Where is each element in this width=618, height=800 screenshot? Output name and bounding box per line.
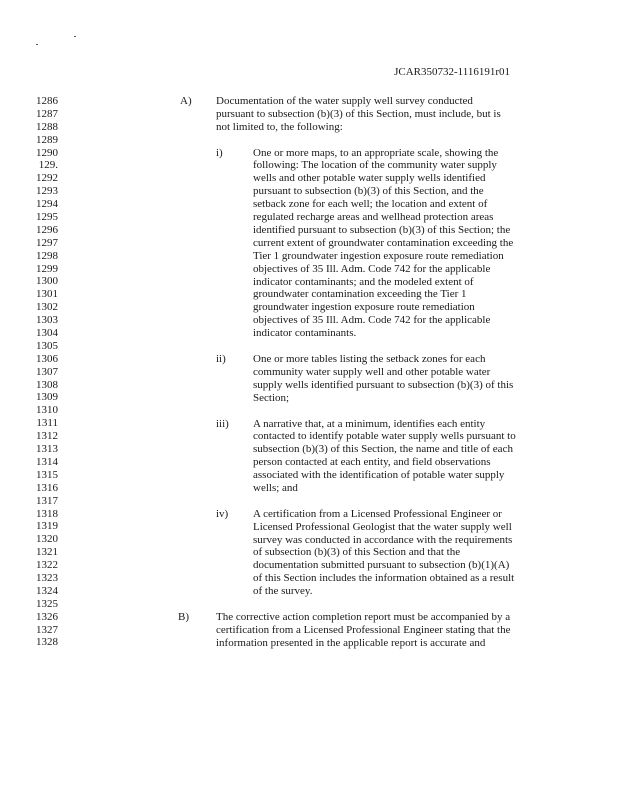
line-number: 1324: [36, 584, 58, 597]
item-iv-text: [253, 508, 514, 598]
line-number: 1310: [36, 404, 58, 417]
section-b-label: B): [178, 611, 189, 623]
text-line: person contacted at each entity, and field observations: [253, 456, 491, 469]
line-number: 1318: [36, 507, 58, 520]
text-line: wells and other potable water supply wells identified: [253, 172, 486, 185]
text-line: pursuant to subsection (b)(3) of this Section, and the: [253, 185, 484, 198]
text-line: Licensed Professional Geologist that the water supply well: [253, 520, 512, 533]
text-line: of this Section includes the information obtained as a result: [253, 572, 515, 585]
text-line: not limited to, the following:: [216, 120, 343, 133]
section-a-label: A): [180, 95, 192, 107]
line-number: 1322: [36, 559, 58, 572]
line-number-column: [22, 95, 58, 649]
text-line: information presented in the applicable report is accurate and: [216, 636, 486, 649]
line-number: 1313: [36, 443, 58, 456]
text-line: contacted to identify potable water supply wells pursuant to: [253, 430, 516, 443]
line-number: 1314: [36, 455, 58, 468]
line-number: 1309: [36, 391, 58, 404]
text-line: associated with the identification of potable water supply: [253, 469, 505, 482]
text-line: pursuant to subsection (b)(3) of this Section, must include, but is: [216, 107, 501, 120]
text-line: certification from a Licensed Professional Engineer stating that the: [216, 623, 511, 636]
item-ii-label: ii): [216, 353, 226, 365]
text-line: setback zone for each well; the location and extent of: [253, 198, 488, 211]
line-number: 1299: [36, 262, 58, 275]
scan-speck: [36, 44, 38, 45]
text-line: of subsection (b)(3) of this Section and that the: [253, 546, 461, 559]
text-line: One or more maps, to an appropriate scale, showing the: [253, 146, 499, 159]
text-line: groundwater contamination exceeding the Tier 1: [253, 288, 467, 301]
text-line: A certification from a Licensed Professional Engineer or: [253, 507, 502, 520]
line-number: 1320: [36, 533, 58, 546]
line-number: 1308: [36, 378, 58, 391]
line-number: 1326: [36, 610, 58, 623]
text-line: wells; and: [253, 481, 298, 494]
line-number: 1312: [36, 430, 58, 443]
line-number: 1323: [36, 571, 58, 584]
text-line: Documentation of the water supply well survey conducted: [216, 95, 473, 107]
text-line: current extent of groundwater contamination exceeding the: [253, 236, 514, 249]
text-line: documentation submitted pursuant to subsection (b)(1)(A): [253, 559, 510, 572]
item-iv-label: iv): [216, 507, 229, 520]
line-number: 1293: [36, 185, 58, 198]
text-line: indicator contaminants; and the modeled extent of: [253, 275, 474, 288]
section-b-text: [216, 611, 510, 650]
line-number: 1292: [36, 172, 58, 185]
line-number: 1307: [36, 365, 58, 378]
item-i-label: i): [216, 146, 223, 159]
line-number: 1286: [36, 95, 58, 107]
line-number: 1295: [36, 211, 58, 224]
line-number: 1325: [36, 597, 58, 610]
line-number: 1305: [36, 339, 58, 352]
line-number: 1302: [36, 301, 58, 314]
text-line: The corrective action completion report must be accompanied by a: [216, 611, 511, 623]
document-id: JCAR350732-1116191r01: [394, 66, 510, 78]
line-number: 1294: [36, 198, 58, 211]
text-line: following: The location of the community water supply: [253, 159, 497, 172]
item-i-text: [253, 147, 513, 340]
line-number: 129.: [38, 159, 58, 172]
line-number: 1311: [36, 417, 58, 430]
line-number: 1300: [36, 275, 58, 288]
line-number: 1290: [36, 146, 58, 159]
line-number: 1289: [36, 133, 58, 146]
text-line: objectives of 35 Ill. Adm. Code 742 for the applicable: [253, 262, 491, 275]
text-line: Section;: [253, 391, 290, 404]
text-line: One or more tables listing the setback zones for each: [253, 353, 486, 365]
line-number: 1306: [36, 352, 58, 365]
line-number: 1316: [36, 481, 58, 494]
line-number: 1298: [36, 249, 58, 262]
text-line: identified pursuant to subsection (b)(3) of this Section; the: [253, 223, 511, 236]
item-iii-label: iii): [216, 417, 229, 430]
line-number: 1301: [36, 288, 58, 301]
text-line: objectives of 35 Ill. Adm. Code 742 for the applicable: [253, 314, 491, 327]
text-line: Tier 1 groundwater ingestion exposure route remediation: [253, 249, 504, 262]
text-line: of the survey.: [253, 585, 313, 598]
line-number: 1321: [36, 546, 58, 559]
line-number: 1296: [36, 223, 58, 236]
item-ii-text: [253, 353, 513, 405]
line-number: 1287: [36, 107, 58, 120]
text-line: A narrative that, at a minimum, identifies each entity: [253, 417, 486, 430]
line-number: 1315: [36, 468, 58, 481]
item-iii-text: [253, 418, 516, 495]
line-number: 1297: [36, 236, 58, 249]
text-line: subsection (b)(3) of this Section, the name and title of each: [253, 443, 513, 456]
text-line: survey was conducted in accordance with the requirements: [253, 533, 513, 546]
text-line: groundwater ingestion exposure route remediation: [253, 301, 475, 314]
line-number: 1319: [36, 520, 58, 533]
scan-speck: [74, 36, 76, 37]
section-a-text: [216, 95, 501, 134]
text-line: regulated recharge areas and wellhead protection areas: [253, 211, 494, 224]
line-number: 1328: [36, 636, 58, 649]
line-number: 1317: [36, 494, 58, 507]
line-number: 1288: [36, 120, 58, 133]
text-line: indicator contaminants.: [253, 327, 357, 340]
line-number: 1304: [36, 327, 58, 340]
line-number: 1327: [36, 623, 58, 636]
line-number: 1303: [36, 314, 58, 327]
text-line: community water supply well and other potable water: [253, 365, 491, 378]
text-line: supply wells identified pursuant to subsection (b)(3) of this: [253, 378, 514, 391]
